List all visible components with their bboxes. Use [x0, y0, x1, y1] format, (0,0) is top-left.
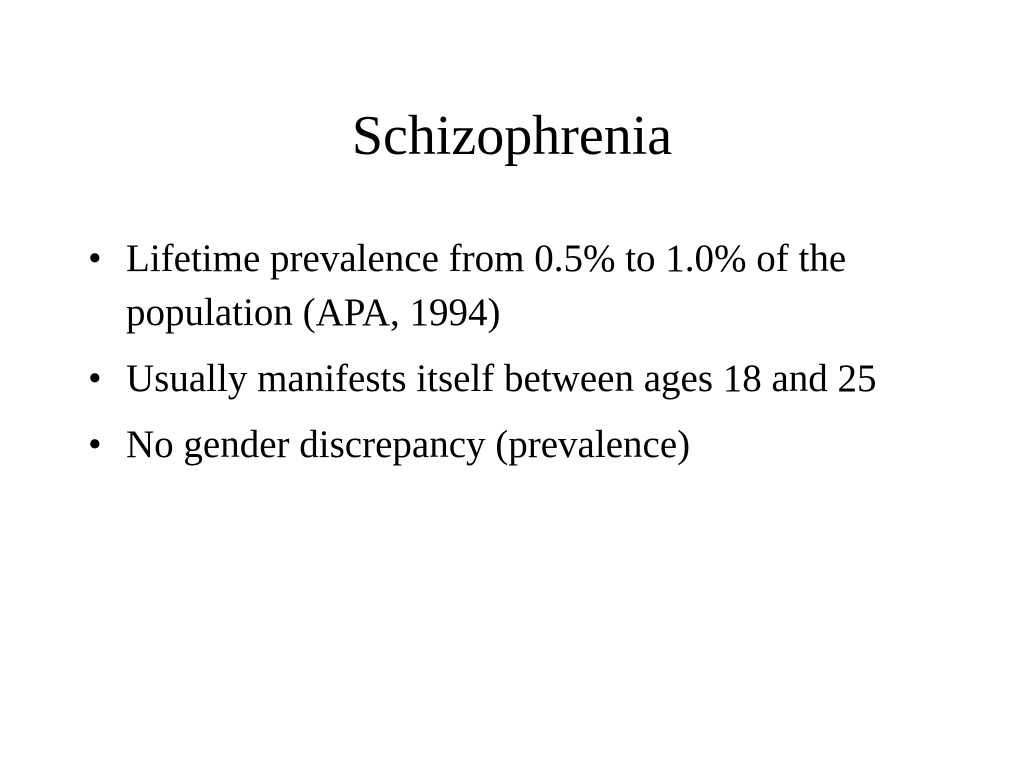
slide-title: Schizophrenia	[351, 105, 673, 167]
bullet-icon: •	[88, 237, 102, 280]
bullet-text: No gender discrepancy (prevalence)	[126, 423, 691, 466]
bullet-icon: •	[88, 357, 102, 400]
bullet-icon: •	[88, 423, 102, 466]
bullet-text: Usually manifests itself between ages 18 and 25	[126, 357, 877, 400]
bullet-item	[88, 232, 928, 340]
bullet-text: Lifetime prevalence from 0.5% to 1.0% of the population (APA, 1994)	[126, 237, 847, 334]
bullet-list	[88, 232, 928, 484]
bullet-item	[88, 352, 928, 406]
bullet-item	[88, 418, 928, 472]
